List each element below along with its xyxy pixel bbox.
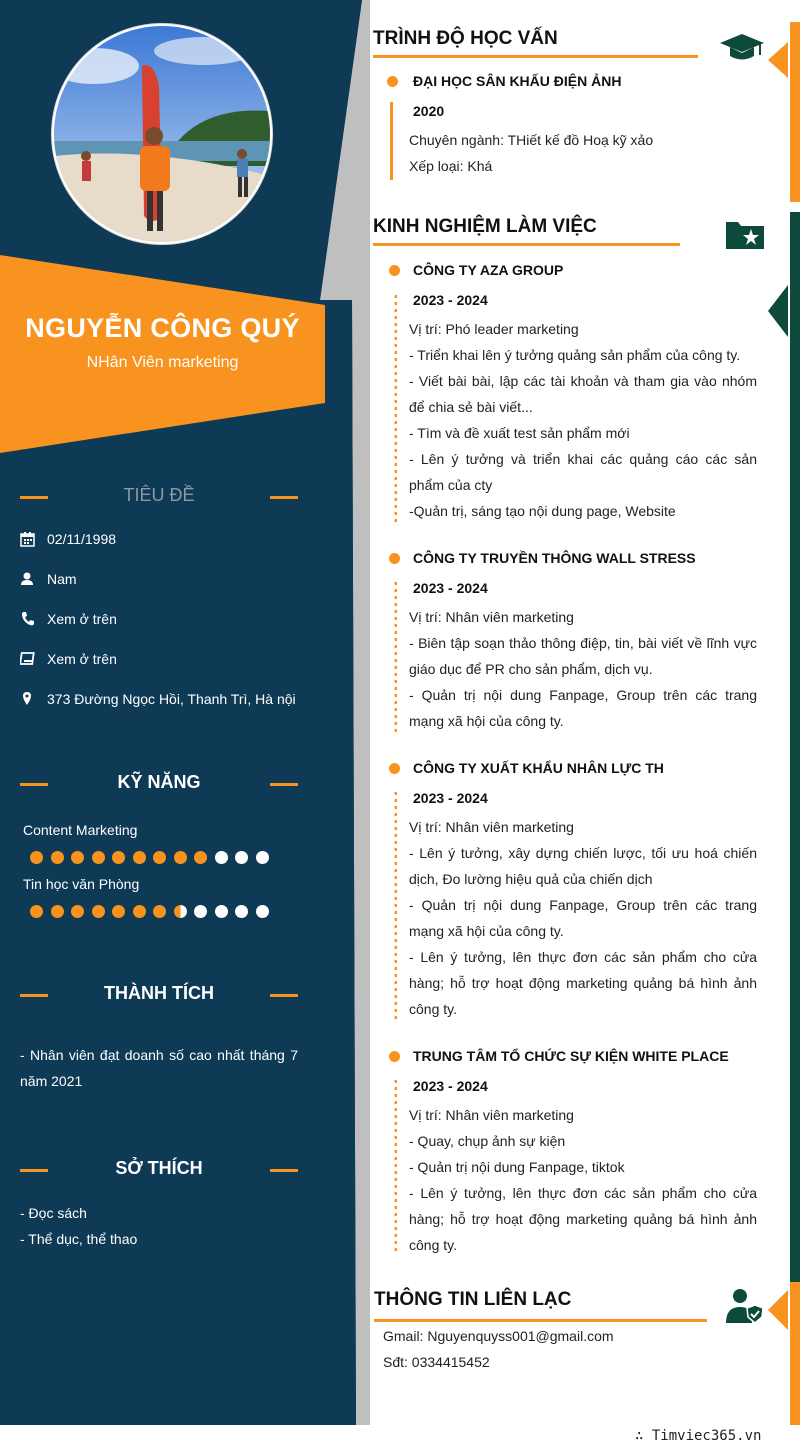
email-value: Xem ở trên	[47, 651, 117, 667]
education-grade: Xếp loại: Khá	[409, 158, 493, 174]
job-years: 2023 - 2024	[413, 790, 488, 806]
graduation-cap-icon	[720, 32, 764, 64]
sidebar-edge-decoration	[290, 0, 370, 1425]
tab-marker	[768, 42, 788, 78]
map-pin-icon	[20, 691, 36, 707]
user-icon	[20, 571, 36, 587]
job-line: Vị trí: Phó leader marketing	[409, 321, 579, 337]
timeline-dotted-line	[394, 790, 397, 1022]
timeline-dot	[389, 553, 400, 564]
job-description	[409, 316, 757, 524]
job-line: - Lên ý tưởng và triển khai các quảng cáo các sản phẩm của cty	[409, 451, 757, 493]
job-line: - Quản trị nội dung Fanpage, Group trên các trang mạng xã hội của công ty.	[409, 687, 757, 729]
job-line: - Triển khai lên ý tưởng quảng sản phẩm của công ty.	[409, 347, 741, 363]
hobbies-list	[20, 1200, 300, 1252]
job-line: Vị trí: Nhân viên marketing	[409, 819, 574, 835]
achievements-heading: THÀNH TÍCH	[20, 983, 298, 1007]
timeline-dotted-line	[394, 580, 397, 735]
timeline-dot	[387, 76, 398, 87]
email-icon	[20, 651, 36, 667]
skill-label: Content Marketing	[23, 822, 138, 838]
company-name: TRUNG TÂM TỔ CHỨC SỰ KIỆN WHITE PLACE	[413, 1048, 729, 1064]
job-line: - Quản trị nội dung Fanpage, Group trên các trang mạng xã hội của công ty.	[409, 897, 757, 939]
job-line: - Quay, chụp ảnh sự kiện	[409, 1133, 566, 1149]
person-check-icon	[725, 1287, 765, 1325]
contact-email: Gmail: Nguyenquyss001@gmail.com	[383, 1328, 614, 1344]
job-line: - Lên ý tưởng, lên thực đơn các sản phẩm cho cửa hàng; hỗ trợ hoạt động marketing quảng bá hình ảnh công ty.	[409, 1185, 757, 1253]
contact-heading: THÔNG TIN LIÊN LẠC	[374, 1289, 572, 1310]
skill-rating-dot	[92, 851, 105, 864]
hobbies-heading: SỞ THÍCH	[20, 1158, 298, 1182]
job-description	[409, 604, 757, 734]
education-underline	[373, 55, 698, 58]
skill-rating-dot	[174, 905, 187, 918]
watermark: ∴ Timviec365.vn	[635, 1428, 762, 1444]
skills-heading: KỸ NĂNG	[20, 772, 298, 796]
folder-star-icon	[725, 218, 765, 250]
hobby-item: - Đọc sách	[20, 1205, 87, 1221]
skill-rating	[30, 851, 275, 865]
timeline-dot	[389, 1051, 400, 1062]
job-line: Vị trí: Nhân viên marketing	[409, 1107, 574, 1123]
job-line: - Lên ý tưởng, xây dựng chiến lược, tối ưu hoá chiến dịch, Đo lường hiệu quả của chiến dịch	[409, 845, 757, 887]
skill-rating-dot	[51, 905, 64, 918]
phone-icon	[20, 611, 36, 627]
education-details	[409, 127, 757, 179]
info-heading: TIÊU ĐỀ	[20, 485, 298, 509]
education-heading: TRÌNH ĐỘ HỌC VẤN	[373, 28, 558, 49]
company-name: CÔNG TY AZA GROUP	[413, 262, 564, 278]
skill-rating-dot	[194, 851, 207, 864]
skill-rating-dot	[215, 905, 228, 918]
experience-underline	[373, 243, 680, 246]
gender-value: Nam	[47, 571, 77, 587]
job-years: 2023 - 2024	[413, 580, 488, 596]
skill-rating-dot	[153, 851, 166, 864]
candidate-job-title: NHân Viên marketing	[86, 354, 239, 371]
contact-underline	[374, 1319, 707, 1322]
contact-phone: Sđt: 0334415452	[383, 1354, 490, 1370]
job-line: - Viết bài bài, lập các tài khoản và tham gia vào nhóm để chia sẻ bài viết...	[409, 373, 757, 415]
candidate-name: NGUYỄN CÔNG QUÝ	[25, 313, 300, 343]
graduation-year: 2020	[413, 103, 445, 119]
timeline-dotted-line	[394, 293, 397, 523]
achievement-text: - Nhân viên đạt doanh số cao nhất tháng 7 năm 2021	[20, 1047, 298, 1089]
skill-rating-dot	[92, 905, 105, 918]
company-name: CÔNG TY TRUYỀN THÔNG WALL STRESS	[413, 550, 696, 566]
job-line: - Tìm và đề xuất test sản phẩm mới	[409, 425, 630, 441]
hobby-item: - Thể dục, thể thao	[20, 1231, 138, 1247]
phone-value: Xem ở trên	[47, 611, 117, 627]
job-years: 2023 - 2024	[413, 1078, 488, 1094]
timeline-line	[390, 102, 393, 180]
skill-rating-dot	[256, 851, 269, 864]
skill-rating-dot	[30, 905, 43, 918]
tab-marker	[768, 285, 788, 337]
job-description	[409, 1102, 757, 1258]
birthday-value: 02/11/1998	[47, 531, 117, 547]
job-years: 2023 - 2024	[413, 292, 488, 308]
skill-rating	[30, 905, 275, 919]
skill-rating-dot	[30, 851, 43, 864]
calendar-icon	[20, 531, 36, 547]
contact-details	[383, 1323, 614, 1375]
timeline-dot	[389, 763, 400, 774]
timeline-dot	[389, 265, 400, 276]
skill-rating-dot	[51, 851, 64, 864]
skill-rating-dot	[235, 851, 248, 864]
skill-label: Tin học văn Phòng	[23, 876, 140, 892]
school-name: ĐẠI HỌC SÂN KHẤU ĐIỆN ẢNH	[413, 73, 622, 89]
job-line: -Quản trị, sáng tạo nội dung page, Website	[409, 503, 676, 519]
job-line: - Lên ý tưởng, lên thực đơn các sản phẩm cho cửa hàng; hỗ trợ hoạt động marketing quảng bá hình ảnh công ty.	[409, 949, 757, 1017]
skill-rating-dot	[256, 905, 269, 918]
profile-photo	[52, 24, 272, 244]
skill-rating-dot	[174, 851, 187, 864]
skill-rating-dot	[235, 905, 248, 918]
job-line: - Biên tập soạn thảo thông điệp, tin, bài viết về lĩnh vực giáo dục để PR cho sản phẩm, dịch vụ.	[409, 635, 757, 677]
job-description	[409, 814, 757, 1022]
skill-rating-dot	[71, 905, 84, 918]
address-value: 373 Đường Ngọc Hồi, Thanh Trì, Hà nội	[47, 691, 296, 707]
skill-rating-dot	[133, 851, 146, 864]
timeline-dotted-line	[394, 1078, 397, 1254]
skill-rating-dot	[153, 905, 166, 918]
skill-rating-dot	[194, 905, 207, 918]
experience-heading: KINH NGHIỆM LÀM VIỆC	[373, 216, 597, 237]
job-line: - Quản trị nội dung Fanpage, tiktok	[409, 1159, 625, 1175]
education-major: Chuyên ngành: THiết kế đồ Hoạ kỹ xảo	[409, 132, 654, 148]
skill-rating-dot	[71, 851, 84, 864]
company-name: CÔNG TY XUẤT KHẨU NHÂN LỰC TH	[413, 760, 664, 776]
skill-rating-dot	[215, 851, 228, 864]
right-edge-decoration	[786, 0, 800, 1425]
tab-marker	[768, 1290, 788, 1330]
job-line: Vị trí: Nhân viên marketing	[409, 609, 574, 625]
skill-rating-dot	[112, 905, 125, 918]
skill-rating-dot	[133, 905, 146, 918]
skill-rating-dot	[112, 851, 125, 864]
